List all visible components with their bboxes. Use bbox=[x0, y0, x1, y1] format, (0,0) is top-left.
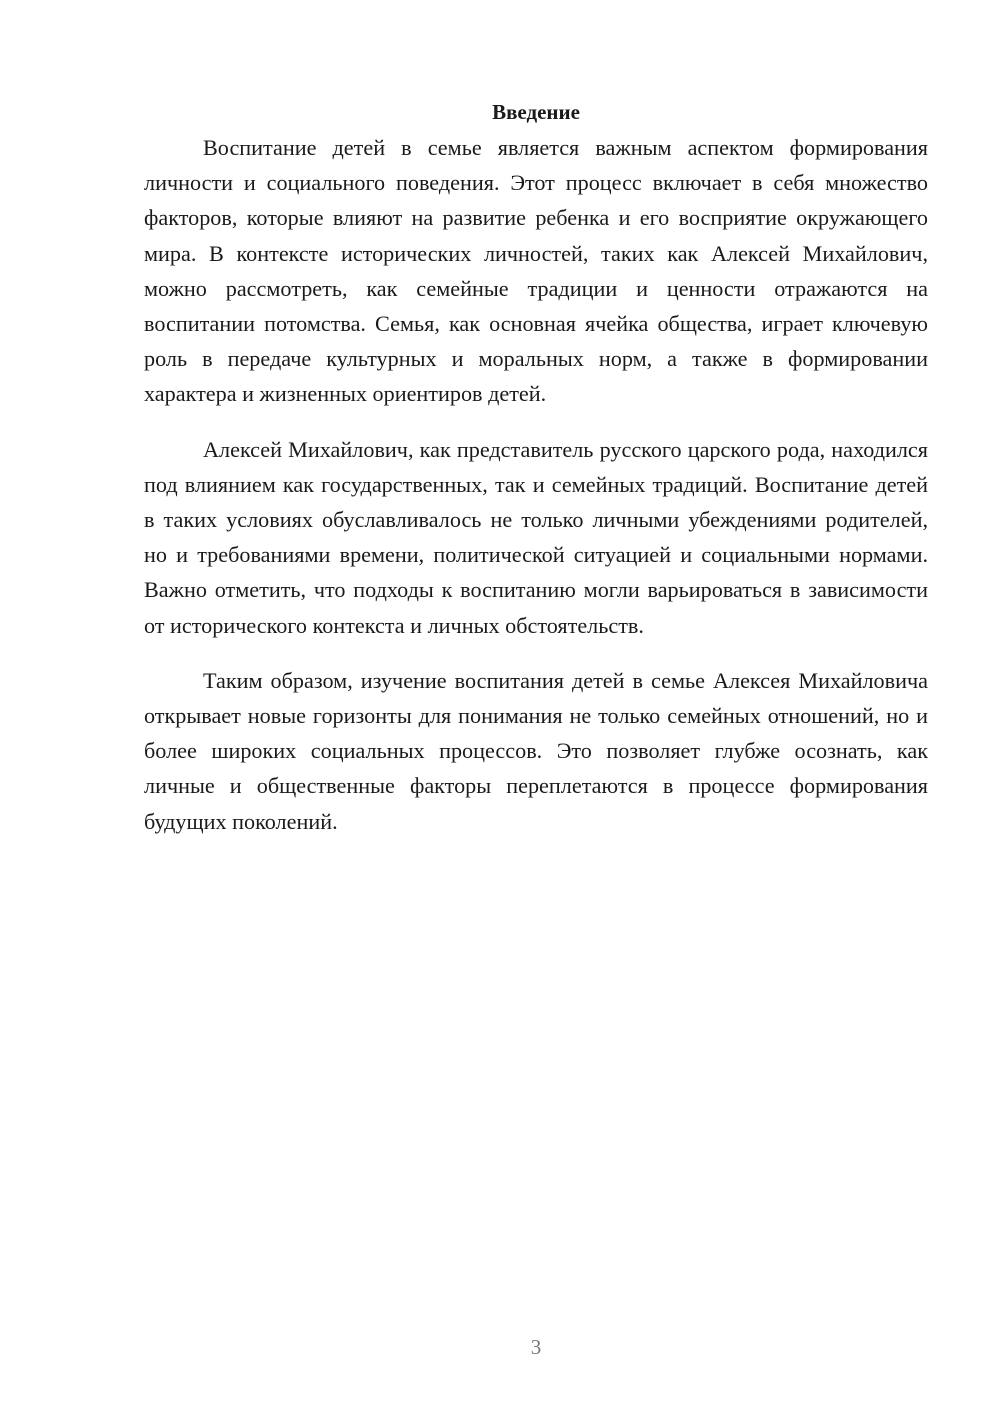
page-number: 3 bbox=[530, 1335, 542, 1359]
section-heading: Введение bbox=[492, 100, 580, 124]
paragraph-2: Алексей Михайлович, как представитель русского царского рода, находился под влиянием как государственных, так и семейных традиций. Воспитание детей в таких условиях обуславливалось не только личными убеждениями родителей, но и требованиями времени, политической ситуацией и социальными нормами. Важно отметить, что подходы к воспитанию могли варьироваться в зависимости от исторического контекста и личных обстоятельств. bbox=[144, 436, 928, 638]
paragraph-1: Воспитание детей в семье является важным аспектом формирования личности и социального поведения. Этот процесс включает в себя множество факторов, которые влияют на развитие ребенка и его восприятие окружающего мира. В контексте исторических личностей, таких как Алексей Михайлович, можно рассмотреть, как семейные традиции и ценности отражаются на воспитании потомства. Семья, как основная ячейка общества, играет ключевую роль в передаче культурных и моральных норм, а также в формировании характера и жизненных ориентиров детей. bbox=[144, 135, 928, 407]
page-content bbox=[144, 96, 928, 839]
paragraph-3: Таким образом, изучение воспитания детей в семье Алексея Михайловича открывает новые горизонты для понимания не только семейных отношений, но и более широких социальных процессов. Это позволяет глубже осознать, как личные и общественные факторы переплетаются в процессе формирования будущих поколений. bbox=[144, 667, 928, 834]
